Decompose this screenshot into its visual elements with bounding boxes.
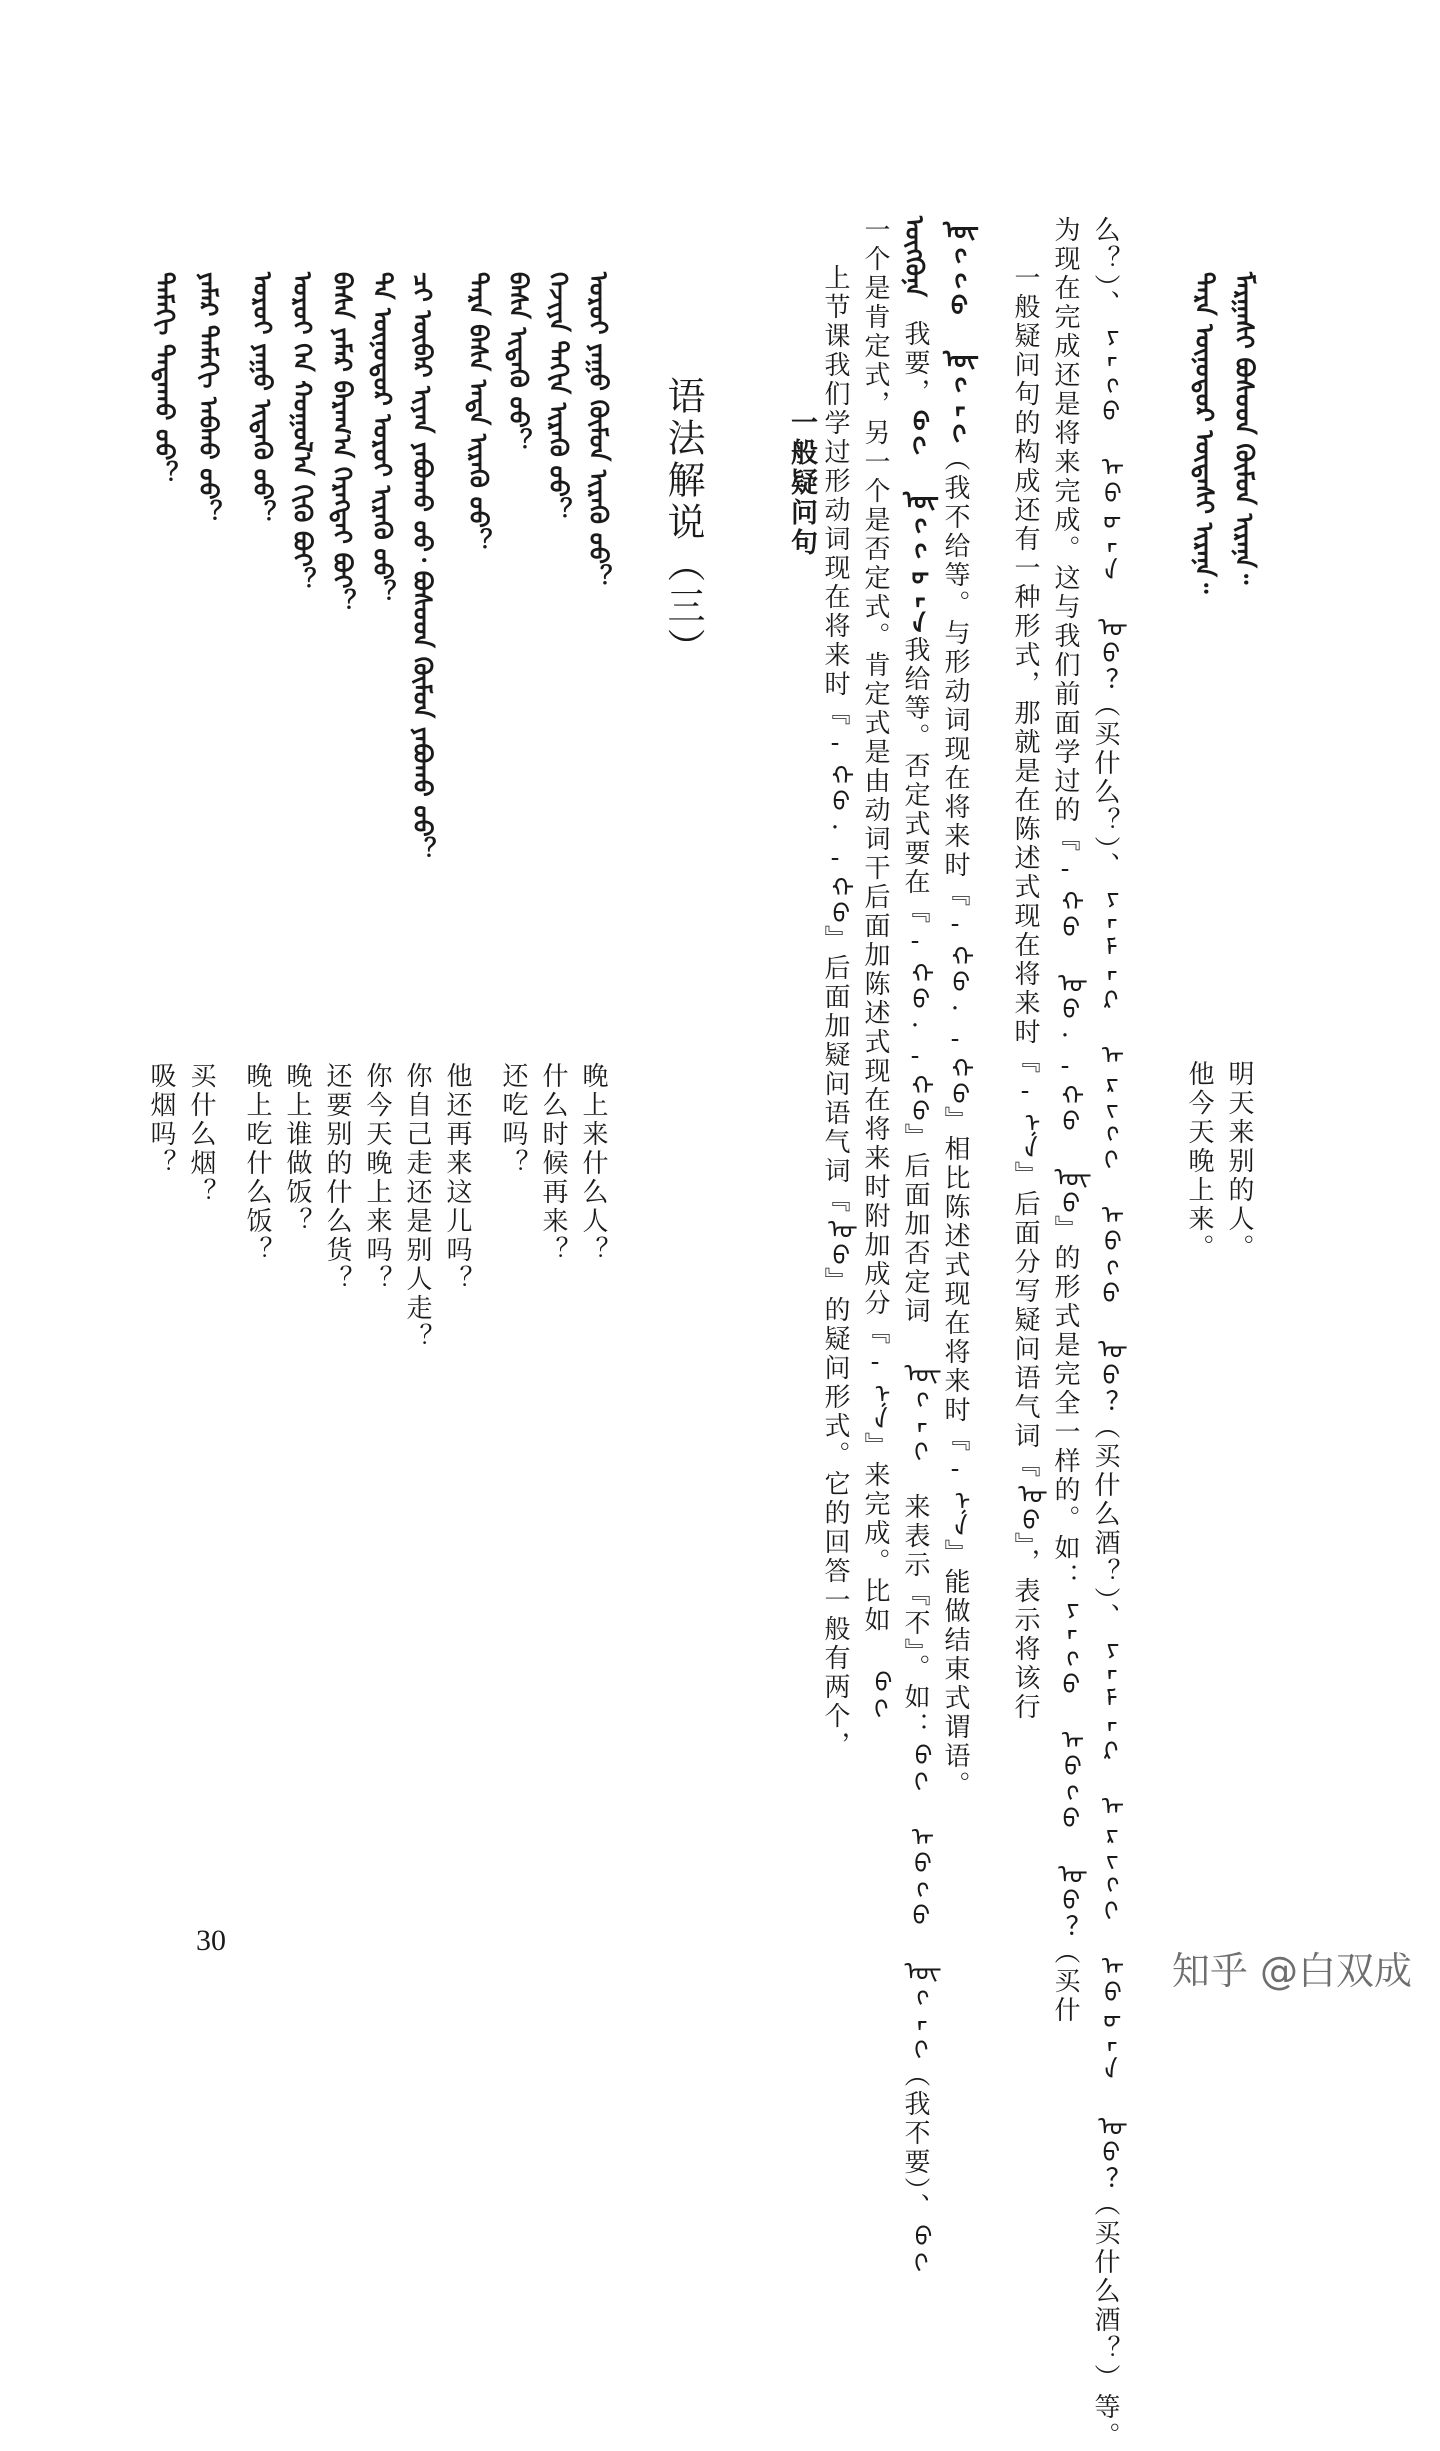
example-mongolian-6: ᠲᠠ ᠥᠨᠥᠳᠥᠷ ᠣᠷᠣᠢ ᠢᠷᠡᠬᠦ ᠦᠦ？ (368, 272, 397, 605)
paragraph-line-3 (902, 216, 927, 301)
example-translation-9: 晚上吃什么饭？ (242, 1062, 272, 1265)
example-mongolian-5: ᠴᠢ ᠥᠪᠡᠷ ᠢᠶᠡᠨ ᠶᠠᠪᠤᠬᠤ ᠤᠤ᠂ ᠪᠤᠰᠤᠳ ᠬᠦᠮᠦᠨ ᠶᠠᠪᠤᠬᠤ ᠤᠤ？ (408, 272, 437, 862)
top-mongolian-sentence-1: ᠮᠠᠷᠭᠠᠰᠢ ᠪᠤᠰᠤᠳ ᠬᠦᠮᠦᠨ ᠢᠷᠡᠨᠡ᠃ (1230, 272, 1259, 585)
paragraph-line-5: 一般疑问句的构成还有一种形式，那就是在陈述式现在将来时『-ᠨᠠ』后面分写疑问语气词『ᠤᠤ』，表示将该行 (1010, 264, 1040, 1722)
example-translation-8: 晚上谁做饭？ (282, 1062, 312, 1236)
example-translation-5: 你自己走还是别人走？ (402, 1062, 432, 1352)
example-mongolian-9: ᠣᠷᠣᠢ ᠶᠠᠭᠤ ᠢᠳᠡᠬᠦ ᠦᠦ？ (248, 272, 277, 525)
example-translation-1: 晚上来什么人？ (578, 1062, 608, 1265)
page-number: 30 (196, 1924, 226, 1957)
example-translation-6: 你今天晚上来吗？ (362, 1062, 392, 1294)
watermark-text: 知乎 @白双成 (1171, 1949, 1412, 1993)
paragraph-line-4-text: （我不给等。与形动词现在将来时『-ᠬᠤ·-ᠬᠦ』相比陈述式现在将来时『-ᠨᠠ』能做结束式谓语。 (940, 445, 970, 1800)
paragraph-line-3-part-b: 我给等。否定式要在『-ᠬᠤ·-ᠬᠦ』后面加否定词 ᠦᠭᠡᠢ 来表示『不』。如：ᠪᠢ ᠠᠪᠬᠤ ᠦᠭᠡᠢ（我不要）、ᠪᠢ (900, 636, 930, 2274)
example-translation-3: 还吃吗？ (498, 1062, 528, 1178)
grammar-heading: 语法解说（三） (661, 376, 705, 670)
paragraph-line-4 (942, 216, 968, 1800)
example-translation-10: 买什么烟？ (186, 1062, 216, 1207)
example-mongolian-10: ᠶᠠᠮᠠᠷ ᠲᠠᠮᠠᠬᠢ ᠠᠪᠬᠤ ᠤᠤ？ (194, 272, 223, 525)
paragraph-line-1: 上节课我们学过形动词现在将来时『-ᠬᠤ·-ᠬᠦ』后面加疑问语气词『ᠤᠤ』的疑问形式。它的回答一般有两个， (820, 264, 850, 1760)
example-translation-7: 还要别的什么货？ (322, 1062, 352, 1294)
zhihu-watermark (1172, 1940, 1412, 1995)
paragraph-line-7: 么？）、ᠶᠠᠭᠤ ᠠᠪᠤᠨᠠ ᠤᠤ？（买什么？）、ᠶᠠᠮᠠᠷ ᠠᠷᠢᠬᠢ ᠠᠪᠬᠤ ᠤᠤ？（买什么酒？）、ᠶᠠᠮᠠᠷ ᠠᠷᠢᠬᠢ ᠠᠪᠤᠨᠠ ᠤᠤ？（买什么酒？）等。 (1090, 216, 1120, 2451)
paragraph-line-3-text (902, 320, 928, 2274)
paragraph-line-3-mong-a: ᠥᠭᠭᠦᠨᠡ (900, 216, 929, 297)
example-mongolian-2: ᠬᠡᠵᠢᠶᠡ ᠳᠠᠬᠢᠨ ᠢᠷᠡᠬᠦ ᠦᠦ？ (544, 272, 573, 522)
top-mongolian-sentence-2: ᠲᠡᠷᠡ ᠥᠨᠥᠳᠥᠷ ᠦᠳᠡᠰᠢ ᠢᠷᠡᠨᠡ᠃ (1190, 272, 1219, 594)
top-translation-1: 明天来别的人。 (1224, 1060, 1254, 1263)
section-title: 一般疑问句 (786, 408, 817, 558)
paragraph-line-3-mong-b: ᠪᠢ ᠥᠭᠭᠦᠨᠡ (900, 407, 930, 636)
example-mongolian-4: ᠲᠡᠷᠡ ᠪᠠᠰᠠ ᠡᠨᠳᠡ ᠢᠷᠡᠬᠦ ᠦᠦ？ (464, 272, 493, 553)
example-translation-2: 什么时候再来？ (538, 1062, 568, 1265)
paragraph-line-6: 为现在完成还是将来完成。这与我们前面学过的『-ᠬᠤ ᠤᠤ·-ᠬᠦ ᠦᠦ』的形式是完全一样的。如：ᠶᠠᠭᠤ ᠠᠪᠬᠤ ᠤᠤ？（买什 (1050, 216, 1080, 2025)
paragraph-line-2: 一个是肯定式，另一个是否定式。肯定式是由动词干后面加陈述式现在将来时附加成分『-ᠨᠠ』来完成。比如 ᠪᠢ (860, 216, 890, 1720)
paragraph-line-3-part-a: 我要， (900, 320, 930, 407)
example-translation-4: 他还再来这儿吗？ (442, 1062, 472, 1294)
example-mongolian-8: ᠣᠷᠣᠢ ᠬᠡᠨ ᠬᠣᠭᠣᠯ᠎ᠠ ᠬᠢᠬᠦ ᠪᠤᠢ？ (288, 272, 317, 592)
example-mongolian-1: ᠣᠷᠣᠢ ᠶᠠᠭᠤ ᠬᠦᠮᠦᠨ ᠢᠷᠡᠬᠦ ᠦᠦ？ (584, 272, 613, 589)
example-mongolian-3: ᠪᠠᠰᠠ ᠢᠳᠡᠬᠦ ᠦᠦ？ (504, 272, 533, 453)
top-translation-2: 他今天晚上来。 (1184, 1060, 1214, 1263)
example-translation-11: 吸烟吗？ (146, 1062, 176, 1178)
example-mongolian-7: ᠪᠠᠰᠠ ᠶᠠᠮᠠᠷ ᠪᠠᠷᠠᠭ᠎ᠠ ᠬᠡᠷᠡᠭᠲᠡᠢ ᠪᠤᠢ？ (328, 272, 357, 614)
paragraph-line-4-mong: ᠥᠭᠬᠦ ᠦᠭᠡᠢ (940, 216, 970, 445)
example-mongolian-11: ᠲᠠᠮᠠᠬᠢ ᠲᠠᠲᠠᠬᠤ ᠤᠤ？ (150, 272, 179, 486)
